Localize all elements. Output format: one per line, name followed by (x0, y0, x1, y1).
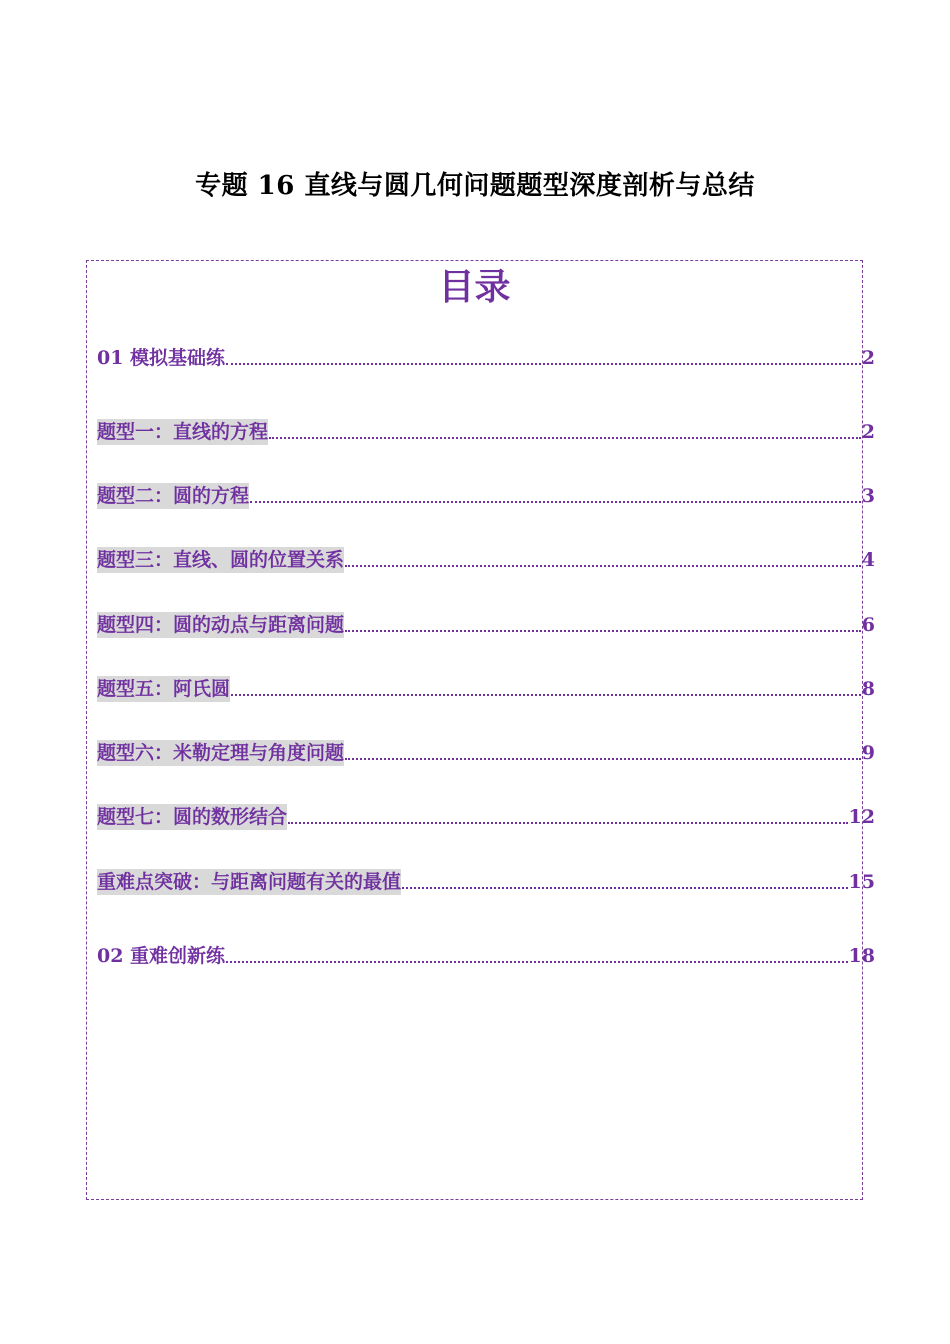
toc-entry-page: 18 (848, 945, 875, 967)
dot-leader (226, 363, 861, 365)
toc-entry-label: 题型一：直线的方程 (97, 421, 269, 443)
toc-entry-page: 2 (861, 347, 875, 369)
toc-entry-label: 题型七：圆的数形结合 (97, 806, 288, 828)
dot-leader (226, 961, 847, 963)
toc-entry-page: 4 (861, 549, 875, 571)
toc-entry-label: 题型四：圆的动点与距离问题 (97, 614, 345, 636)
toc-entry-type-6[interactable] (97, 740, 875, 766)
toc-entry-label: 题型三：直线、圆的位置关系 (97, 549, 345, 571)
dot-leader (288, 822, 848, 824)
toc-entry-type-5[interactable] (97, 676, 875, 702)
toc-entry-type-2[interactable] (97, 483, 875, 509)
dot-leader (345, 630, 861, 632)
toc-entry-type-1[interactable] (97, 419, 875, 445)
page-title: 专题 16 直线与圆几何问题题型深度剖析与总结 (195, 171, 755, 201)
toc-entry-key-breakthrough[interactable] (97, 869, 875, 895)
toc-entry-label: 01 模拟基础练 (97, 347, 226, 369)
toc-entry-page: 8 (861, 678, 875, 700)
dot-leader (250, 501, 861, 503)
table-of-contents (86, 260, 875, 1200)
dot-leader (269, 437, 861, 439)
toc-entry-page: 6 (861, 614, 875, 636)
toc-entry-page: 2 (861, 421, 875, 443)
toc-entry-label: 题型二：圆的方程 (97, 485, 250, 507)
toc-entry-label: 题型五：阿氏圆 (97, 678, 231, 700)
toc-entry-type-4[interactable] (97, 612, 875, 638)
toc-entry-section-01[interactable] (97, 345, 875, 371)
toc-entry-type-3[interactable] (97, 547, 875, 573)
toc-entry-page: 9 (861, 742, 875, 764)
dot-leader (345, 565, 861, 567)
dot-leader (402, 887, 848, 889)
toc-entry-section-02[interactable] (97, 943, 875, 969)
toc-entry-label: 题型六：米勒定理与角度问题 (97, 742, 345, 764)
dot-leader (231, 694, 861, 696)
toc-entry-label: 重难点突破：与距离问题有关的最值 (97, 871, 402, 893)
toc-entry-page: 12 (848, 806, 875, 828)
dot-leader (345, 758, 861, 760)
toc-entry-page: 15 (848, 871, 875, 893)
toc-entry-type-7[interactable] (97, 804, 875, 830)
toc-entry-label: 02 重难创新练 (97, 945, 226, 967)
toc-heading: 目录 (438, 266, 511, 308)
toc-entry-page: 3 (861, 485, 875, 507)
